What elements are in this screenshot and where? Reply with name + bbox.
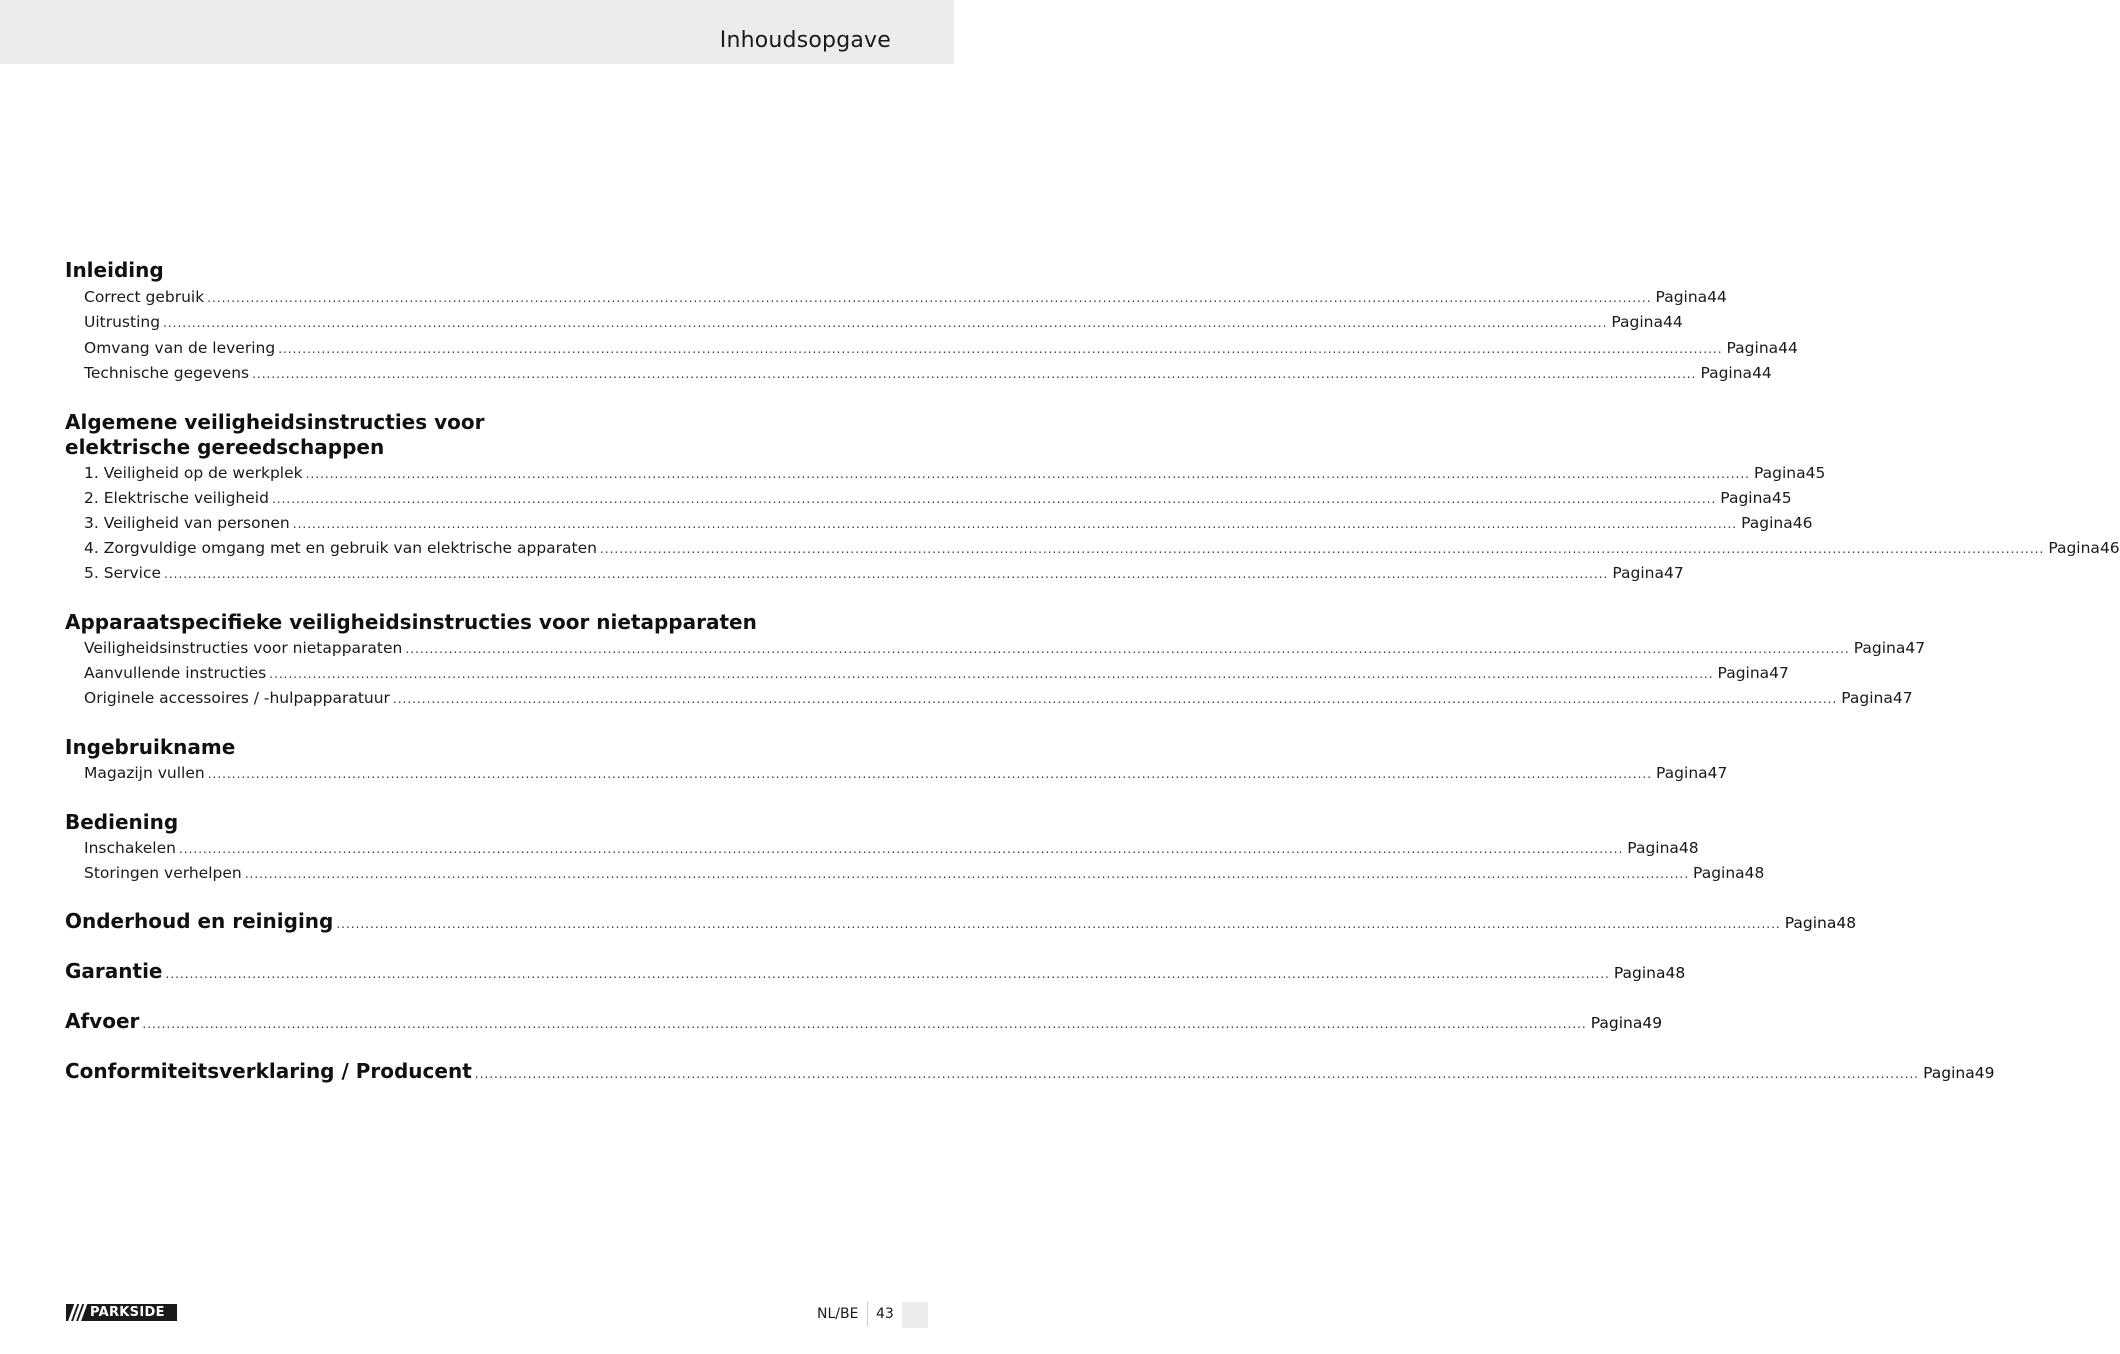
entry-label: 5. Service: [84, 564, 162, 582]
entry-label: Onderhoud en reiniging: [65, 909, 334, 933]
dot-leader: ............................................................................................................................................................................................................................................................................................................: [178, 842, 1624, 856]
toc-section-ingebruikname: [65, 735, 889, 760]
toc-section-algemene: [65, 410, 889, 460]
page-number: 48: [1744, 864, 1765, 882]
toc-entry[interactable]: [84, 864, 1765, 889]
toc-entry[interactable]: [84, 489, 1792, 514]
page-word: Pagina: [1700, 364, 1753, 382]
dot-leader: ............................................................................................................................................................................................................................................................................................................: [163, 316, 1608, 330]
section-title-line2: elektrische gereedschappen: [65, 435, 385, 459]
toc-main-entry[interactable]: [65, 959, 1686, 989]
dot-leader: ............................................................................................................................................................................................................................................................................................................: [278, 342, 1723, 356]
page-number: 44: [1663, 313, 1683, 331]
page-number: 48: [1678, 839, 1699, 857]
page-number: 44: [1752, 364, 1772, 382]
entry-label: Magazijn vullen: [84, 764, 205, 782]
page-word: Pagina: [1720, 489, 1772, 507]
page-word: Pagina: [1741, 514, 1793, 532]
dot-leader: ............................................................................................................................................................................................................................................................................................................: [164, 567, 1609, 581]
toc-entry[interactable]: [84, 288, 1727, 313]
toc-entry[interactable]: [84, 514, 1813, 539]
page-word: Pagina: [1655, 288, 1708, 306]
toc-main-entry[interactable]: [65, 1009, 1663, 1039]
page-word: Pagina: [1853, 639, 1906, 657]
parkside-logo: [66, 1304, 177, 1321]
toc-entry[interactable]: [84, 639, 1926, 664]
page-word: Pagina: [1784, 914, 1837, 932]
footer-tab-box: [902, 1302, 928, 1328]
page-number: 48: [1665, 964, 1686, 982]
section-title-line1: Algemene veiligheidsinstructies voor: [65, 410, 485, 434]
page-word: Pagina: [1923, 1064, 1975, 1082]
locale-label: NL/BE: [817, 1306, 859, 1322]
toc-entry[interactable]: [84, 313, 1683, 338]
toc-entry[interactable]: [84, 764, 1728, 789]
entry-label: Technische gegevens: [84, 364, 250, 382]
page-number: 47: [1892, 689, 1913, 707]
toc-section-inleiding: [65, 258, 889, 283]
dot-leader: ............................................................................................................................................................................................................................................................................................................: [292, 517, 1738, 531]
entry-label: Omvang van de levering: [84, 339, 276, 357]
toc-section-apparaatspecifieke: [65, 610, 889, 635]
entry-label: Originele accessoires / -hulpapparatuur: [84, 689, 390, 707]
toc-entry[interactable]: [84, 689, 1913, 714]
entry-label: 3. Veiligheid van personen: [84, 514, 290, 532]
page-word: Pagina: [2048, 539, 2100, 557]
page-word: Pagina: [1693, 864, 1745, 882]
entry-label: Inschakelen: [84, 839, 176, 857]
page-number-footer: 43: [876, 1306, 894, 1322]
footer-divider: [867, 1302, 868, 1326]
section-title: Apparaatspecifieke veiligheidsinstructies voor nietapparaten: [65, 610, 757, 634]
page-word: Pagina: [1590, 1014, 1643, 1032]
page-number: 45: [1805, 464, 1826, 482]
toc-entry[interactable]: [84, 664, 1789, 689]
page-word: Pagina: [1841, 689, 1893, 707]
entry-label: Garantie: [65, 959, 163, 983]
toc-entry[interactable]: [84, 839, 1699, 864]
page-title: Inhoudsopgave: [719, 28, 891, 53]
page-number: 47: [1663, 564, 1684, 582]
toc-main-entry[interactable]: [65, 909, 1857, 939]
page-word: Pagina: [1717, 664, 1770, 682]
toc-entry[interactable]: [84, 339, 1798, 364]
page-number: 49: [1974, 1064, 1995, 1082]
page-word: Pagina: [1656, 764, 1708, 782]
dot-leader: ............................................................................................................................................................................................................................................................................................................: [165, 967, 1610, 981]
entry-label: 2. Elektrische veiligheid: [84, 489, 269, 507]
entry-label: Conformiteitsverklaring / Producent: [65, 1059, 472, 1083]
page-word: Pagina: [1613, 964, 1666, 982]
entry-label: Veiligheidsinstructies voor nietapparaten: [84, 639, 403, 657]
dot-leader: ............................................................................................................................................................................................................................................................................................................: [269, 667, 1714, 681]
page-word: Pagina: [1753, 464, 1806, 482]
dot-leader: ............................................................................................................................................................................................................................................................................................................: [244, 867, 1690, 881]
toc-entry[interactable]: [84, 464, 1826, 489]
toc-entry[interactable]: [84, 539, 2120, 564]
dot-leader: ............................................................................................................................................................................................................................................................................................................: [207, 767, 1653, 781]
page-number: 49: [1642, 1014, 1663, 1032]
entry-label: 4. Zorgvuldige omgang met en gebruik van elektrische apparaten: [84, 539, 597, 557]
brand-name: PARKSIDE: [90, 1305, 165, 1320]
page-number: 44: [1778, 339, 1798, 357]
page-word: Pagina: [1726, 339, 1779, 357]
section-title: Inleiding: [65, 258, 164, 282]
page-number: 46: [2099, 539, 2120, 557]
dot-leader: ............................................................................................................................................................................................................................................................................................................: [305, 467, 1750, 481]
entry-label: Uitrusting: [84, 313, 161, 331]
section-title: Ingebruikname: [65, 735, 236, 759]
dot-leader: ............................................................................................................................................................................................................................................................................................................: [474, 1067, 1920, 1081]
entry-label: Correct gebruik: [84, 288, 205, 306]
dot-leader: ............................................................................................................................................................................................................................................................................................................: [336, 917, 1781, 931]
dot-leader: ............................................................................................................................................................................................................................................................................................................: [392, 692, 1838, 706]
page-word: Pagina: [1612, 564, 1664, 582]
dot-leader: ............................................................................................................................................................................................................................................................................................................: [252, 367, 1697, 381]
dot-leader: ............................................................................................................................................................................................................................................................................................................: [207, 291, 1652, 305]
dot-leader: ............................................................................................................................................................................................................................................................................................................: [142, 1017, 1587, 1031]
dot-leader: ............................................................................................................................................................................................................................................................................................................: [599, 542, 2045, 556]
entry-label: Afvoer: [65, 1009, 140, 1033]
page-number: 47: [1905, 639, 1926, 657]
page-number: 48: [1836, 914, 1857, 932]
entry-label: Aanvullende instructies: [84, 664, 267, 682]
logo-stripes-icon: [66, 1304, 88, 1321]
page-number: 45: [1771, 489, 1792, 507]
page-number: 47: [1707, 764, 1728, 782]
page-word: Pagina: [1611, 313, 1664, 331]
page-word: Pagina: [1627, 839, 1679, 857]
toc-main-entry[interactable]: [65, 1059, 1995, 1089]
entry-label: Storingen verhelpen: [84, 864, 242, 882]
dot-leader: ............................................................................................................................................................................................................................................................................................................: [405, 642, 1850, 656]
toc-section-bediening: [65, 810, 889, 835]
dot-leader: ............................................................................................................................................................................................................................................................................................................: [271, 492, 1717, 506]
section-title: Bediening: [65, 810, 179, 834]
toc-entry[interactable]: [84, 364, 1772, 389]
toc-entry[interactable]: [84, 564, 1684, 589]
page-number: 46: [1792, 514, 1813, 532]
page-number: 47: [1769, 664, 1789, 682]
page-number: 44: [1707, 288, 1727, 306]
entry-label: 1. Veiligheid op de werkplek: [84, 464, 303, 482]
